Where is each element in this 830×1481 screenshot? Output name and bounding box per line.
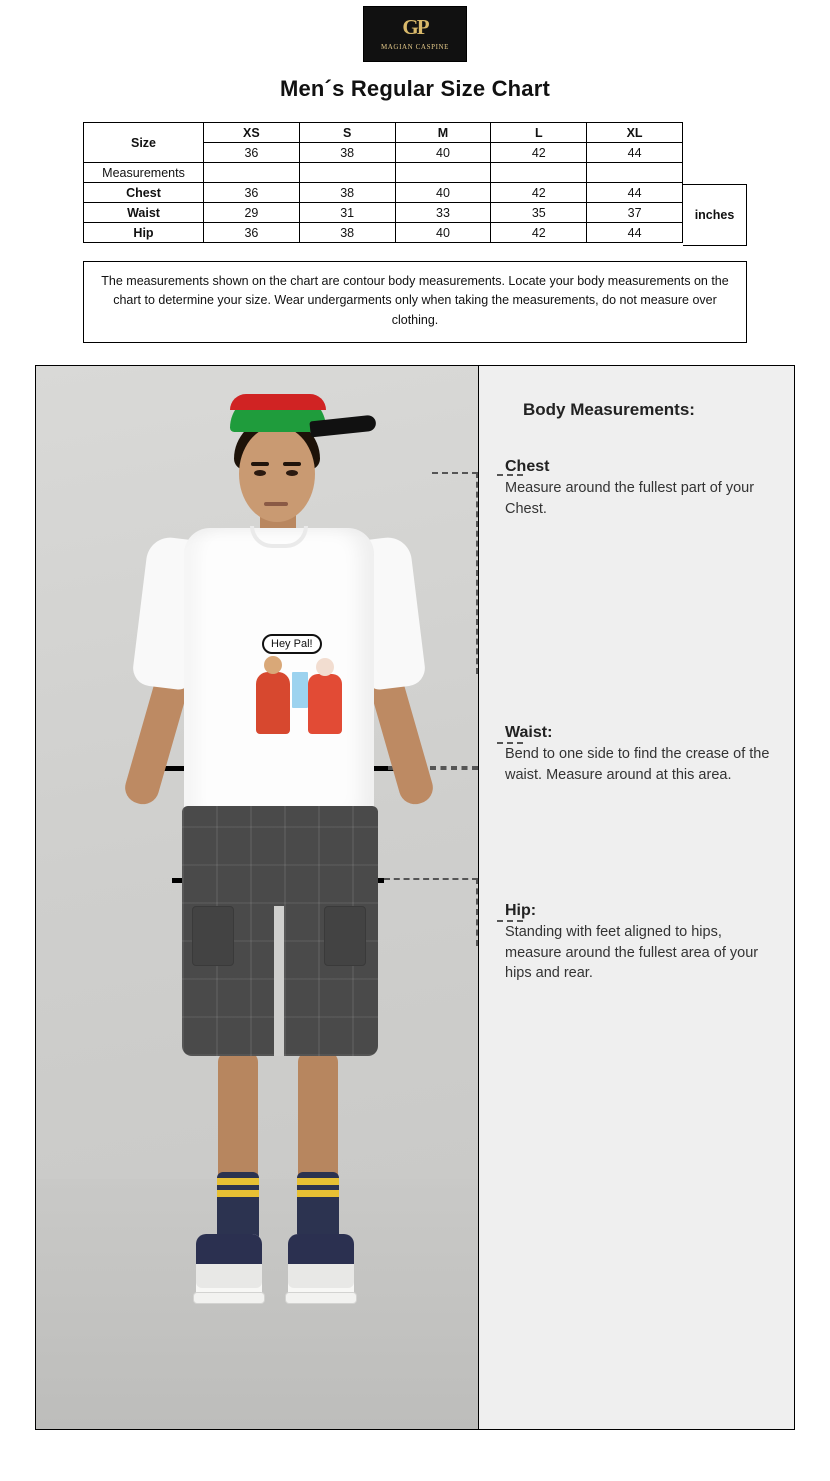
size-header-m: M (395, 123, 491, 143)
chest-connector-line (497, 474, 523, 476)
chest-l: 42 (491, 183, 587, 203)
hip-xs: 36 (204, 223, 300, 243)
logo-brand-name: MAGIAN CASPINE (380, 43, 450, 51)
shoe-right-sole (285, 1292, 357, 1304)
measurement-note: The measurements shown on the chart are contour body measurements. Locate your body measurements on the chart to determine your size. Wear undergarments only when taking the measurements, do not measure over clothing. (83, 261, 747, 343)
header-size-label: Size (84, 123, 204, 163)
hip-m: 40 (395, 223, 491, 243)
row-label-chest: Chest (84, 183, 204, 203)
shoe-right-upper (288, 1234, 354, 1264)
table-row-measurements-label (84, 163, 683, 183)
waist-l: 35 (491, 203, 587, 223)
table-row (84, 223, 683, 243)
shoe-left-sole (193, 1292, 265, 1304)
instruction-waist-title: Waist: (505, 724, 553, 742)
instruction-waist-text: Bend to one side to find the crease of the waist. Measure around at this area. (505, 746, 770, 783)
instruction-waist (505, 724, 780, 785)
hip-s: 38 (299, 223, 395, 243)
instruction-chest-text: Measure around the fullest part of your Chest. (505, 480, 755, 517)
size-header-l: L (491, 123, 587, 143)
waist-xl: 37 (587, 203, 683, 223)
size-header-xs: XS (204, 123, 300, 143)
size-number-xl: 44 (587, 143, 683, 163)
size-chart-table-container (83, 122, 747, 243)
measurements-label: Measurements (84, 163, 204, 183)
size-number-l: 42 (491, 143, 587, 163)
hip-dashed-bracket (384, 878, 478, 946)
shirt-graphic (250, 638, 354, 750)
instruction-chest-title: Chest (505, 458, 550, 476)
instruction-hip-text: Standing with feet aligned to hips, measure around the fullest area of your hips and rear. (505, 924, 759, 982)
hip-xl: 44 (587, 223, 683, 243)
waist-s: 31 (299, 203, 395, 223)
table-row (84, 183, 683, 203)
page-title: Men´s Regular Size Chart (279, 76, 551, 101)
logo-monogram: GP (402, 15, 428, 39)
shoe-left-upper (196, 1234, 262, 1264)
unit-label-inches: inches (683, 184, 747, 246)
model-photo (36, 366, 479, 1429)
table-row-size-headers (84, 123, 683, 143)
row-label-waist: Waist (84, 203, 204, 223)
row-label-hip: Hip (84, 223, 204, 243)
shorts-pocket-left (192, 906, 234, 966)
graphic-phone-icon (290, 670, 310, 710)
eyebrow-left (251, 462, 269, 466)
brand-logo-container (0, 0, 830, 62)
eyebrow-right (283, 462, 301, 466)
graphic-character-right (308, 674, 342, 734)
measurements-blank-3 (395, 163, 491, 183)
sock-stripe-left-2 (217, 1190, 259, 1197)
measurement-instructions (479, 366, 794, 1429)
measurements-blank-1 (204, 163, 300, 183)
size-number-xs: 36 (204, 143, 300, 163)
brand-logo (363, 6, 467, 62)
measurements-blank-5 (587, 163, 683, 183)
waist-connector-line (497, 742, 523, 744)
waist-m: 33 (395, 203, 491, 223)
size-header-s: S (299, 123, 395, 143)
shorts-gap (274, 906, 284, 1056)
size-number-m: 40 (395, 143, 491, 163)
waist-xs: 29 (204, 203, 300, 223)
shorts-pocket-right (324, 906, 366, 966)
figure-panel (35, 365, 795, 1430)
cap-stripe (230, 394, 326, 410)
chest-m: 40 (395, 183, 491, 203)
graphic-character-left (256, 672, 290, 734)
sock-stripe-right-2 (297, 1190, 339, 1197)
table-row (84, 203, 683, 223)
measurements-blank-4 (491, 163, 587, 183)
instructions-heading: Body Measurements: (523, 400, 695, 420)
size-number-s: 38 (299, 143, 395, 163)
sock-stripe-right-1 (297, 1178, 339, 1185)
measurements-blank-2 (299, 163, 395, 183)
head (239, 426, 315, 522)
size-chart-table (83, 122, 683, 243)
instruction-chest (505, 458, 780, 519)
sock-stripe-left-1 (217, 1178, 259, 1185)
chest-xs: 36 (204, 183, 300, 203)
chest-s: 38 (299, 183, 395, 203)
speech-bubble-text: Hey Pal! (262, 634, 322, 654)
size-header-xl: XL (587, 123, 683, 143)
mouth (264, 502, 288, 506)
hip-l: 42 (491, 223, 587, 243)
hip-connector-line (497, 920, 523, 922)
chest-xl: 44 (587, 183, 683, 203)
chest-dashed-bracket (432, 472, 478, 674)
instruction-hip-title: Hip: (505, 902, 537, 920)
instruction-hip (505, 902, 780, 984)
